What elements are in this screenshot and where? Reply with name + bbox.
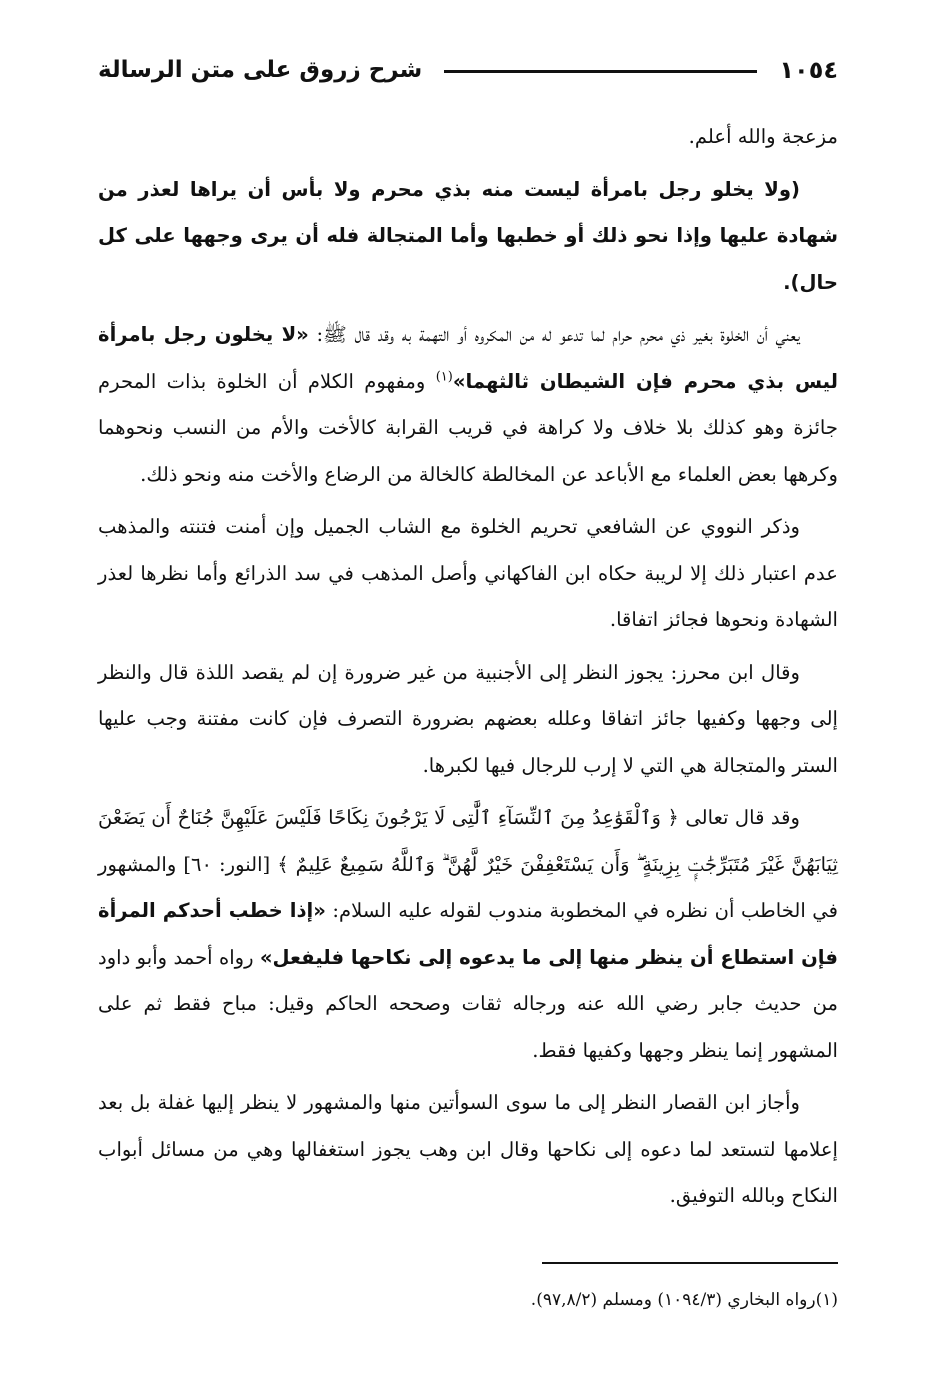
paragraph-6-rest: رواه أحمد وأبو داود من حديث جابر رضي الله عنه ورجاله ثقات وصححه الحاكم وقيل: مباح فقط ثم على المشهور إنما ينظر وجهها وكفيها فقط. [98,945,838,1062]
paragraph-5 [98,650,838,790]
paragraph-matn [98,167,838,307]
matn-text: (ولا يخلو رجل بامرأة ليست منه بذي محرم ولا بأس أن يراها لعذر من شهادة عليها وإذا نحو ذلك أو خطبها وأما المتجالة فله أن يرى وجهها على كل حال). [98,177,838,294]
footnote-separator [542,1262,838,1264]
paragraph-4-text: وذكر النووي عن الشافعي تحريم الخلوة مع الشاب الجميل وإن أمنت فتنته والمذهب عدم اعتبار ذلك إلا لريبة حكاه ابن الفاكهاني وأصل المذهب في سد الذرائع وأما نظرها لعذر الشهادة ونحوها فجائز اتفاقا. [98,515,838,631]
header-rule [444,70,757,73]
paragraph-4 [98,504,838,644]
body-text [98,114,838,1220]
quran-verse: ﴿ وَٱلْقَوَٰعِدُ مِنَ ٱلنِّسَآءِ ٱلَّٰتِى لَا يَرْجُونَ نِكَاحًا فَلَيْسَ عَلَيْهِنَّ جُنَاحٌ أَن يَضَعْنَ ثِيَابَهُنَّ غَيْرَ مُتَبَرِّجَٰتٍۭ بِزِينَةٍ ۖ وَأَن يَسْتَعْفِفْنَ خَيْرٌ لَّهُنَّ ۗ وَٱللَّهُ سَمِيعٌ عَلِيمٌ ﴾ [98,806,838,876]
paragraph-1 [98,114,838,161]
footnote: (١)رواه البخاري (١٠٩٤/٣) ومسلم (٩٧,٨/٢). [530,1290,838,1310]
paragraph-6-mid: والمشهور في الخاطب أن نظره في المخطوبة مندوب لقوله عليه السلام: [98,852,838,922]
paragraph-6-intro: وقد قال تعالى [685,806,801,829]
hadith-khitba: «إذا خطب أحدكم المرأة فإن استطاع أن ينظر منها إلى ما يدعوه إلى نكاحها فليفعل» [98,899,838,969]
book-title: شرح زروق على متن الرسالة [98,57,423,83]
paragraph-3-rest: ومفهوم الكلام أن الخلوة بذات المحرم جائزة وهو كذلك بلا خلاف ولا كراهة في قريب القرابة كالأخت والأم من النسب ونحوهما وكرهها بعض العلماء مع الأباعد عن المخالطة كالخالة من الرضاع والأخت منه ونحو ذلك. [98,369,838,486]
book-page [98,40,838,1310]
paragraph-7 [98,1080,838,1220]
paragraph-6 [98,795,838,1074]
footnote-reference[interactable]: (١) [435,368,453,384]
paragraph-5-text: وقال ابن محرز: يجوز النظر إلى الأجنبية من غير ضرورة إن لم يقصد اللذة قال والنظر إلى وجهها وكفيها جائز اتفاقا وعلله بعضهم بضرورة التصرف فإن كانت مفتنة وجب عليها الستر والمتجالة هي التي لا إرب للرجال فيها لكبرها. [98,660,838,777]
running-header [98,40,838,100]
verse-reference: [النور: ٦٠] [183,852,271,876]
paragraph-7-text: وأجاز ابن القصار النظر إلى ما سوى السوأتين منها والمشهور لا ينظر إليها غفلة بل بعد إعلامها لتستعد لما دعوه إلى نكاحها وقال ابن وهب يجوز استغفالها وهي من مسائل أبواب النكاح وبالله التوفيق. [98,1091,838,1207]
paragraph-3-intro: يعني أن الخلوة بغير ذي محرم حرام لما تدعو له من المكروه أو التهمة به وقد قال ﷺ: [316,323,801,346]
page-number: ١٠٥٤ [779,56,838,84]
hadith-khalwa: «لا يخلون رجل بامرأة ليس بذي محرم فإن الشيطان ثالثهما» [98,323,838,393]
paragraph-1-text: مزعجة والله أعلم. [688,125,838,148]
paragraph-3 [98,312,838,498]
